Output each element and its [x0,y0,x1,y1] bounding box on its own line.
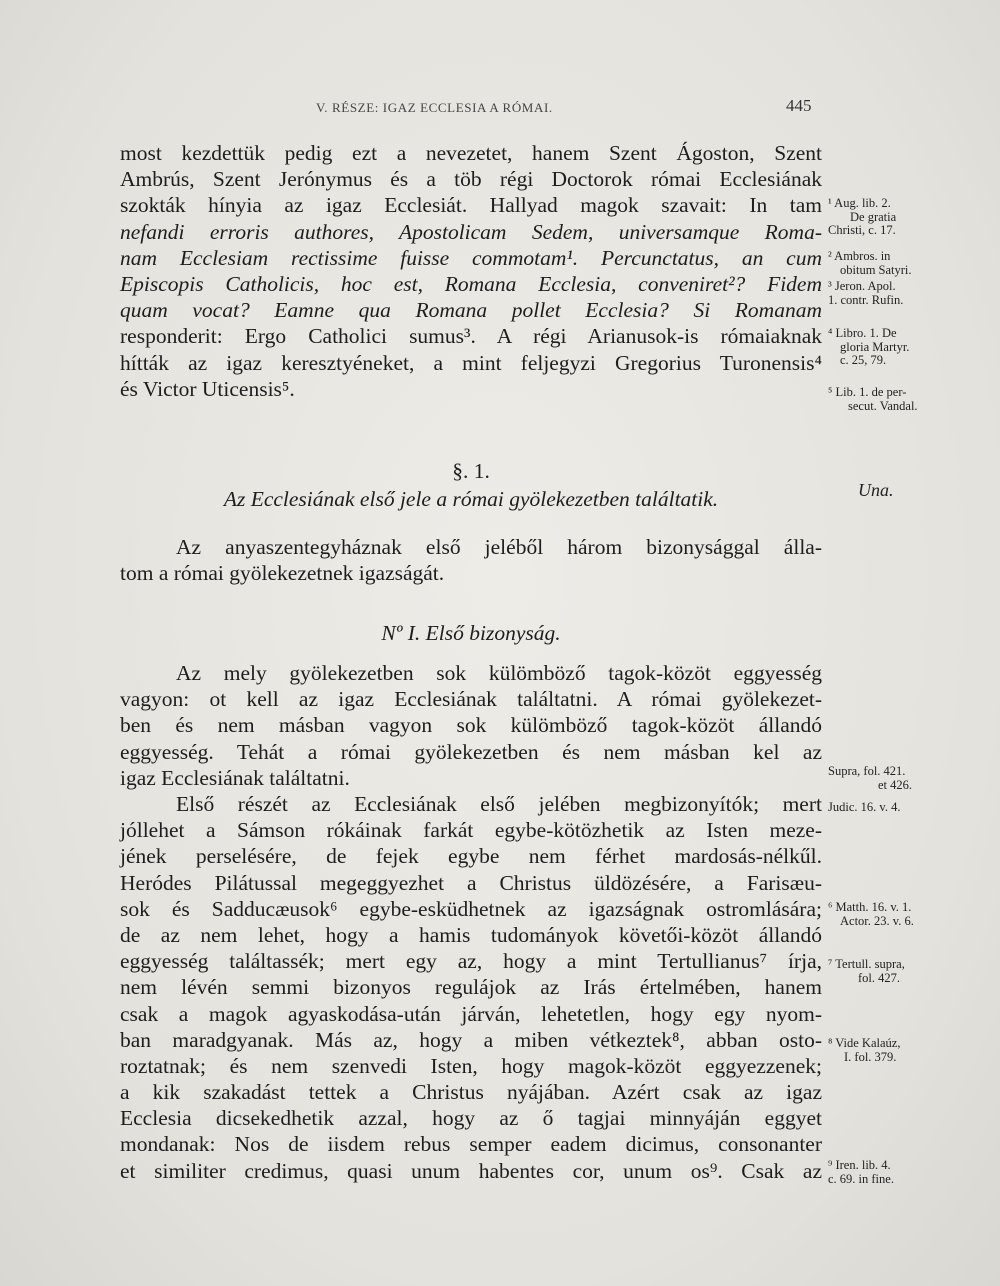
margin-note-supra: Supra, fol. 421. et 426. [828,764,913,792]
subheading: Nº I. Első bizonyság. [381,621,561,645]
text-line: Az mely gyölekezetben sok külömböző tagok-közöt eggyesség [176,661,822,685]
text-line: roztatnak; és nem szenvedi Isten, hogy magok-közöt eggyezzenek; [120,1053,822,1078]
margin-note-1: ¹ Aug. lib. 2. De gratia Christi, c. 17. [828,196,897,238]
text-line: ben és nem másban vagyon sok külömböző tagok-közöt állandó [120,713,822,738]
text-line: quam vocat? Eamne qua Romana pollet Ecclesia? Si Romanam [120,298,822,323]
margin-note-8: ⁸ Vide Kalaúz, I. fol. 379. [828,1036,901,1064]
text-line: eggyesség. Tehát a római gyölekezetben és nem másban kel az [120,739,822,764]
text-line: Ambrús, Szent Jerónymus és a töb régi Doctorok római Ecclesiának [120,167,822,192]
section-heading: Az Ecclesiának első jele a római gyölekezetben találtatik. [223,487,719,511]
text-line: tom a római gyölekezetnek igazságát. [120,561,445,586]
text-line: a kik szakadást tettek a Christus nyájában. Azért csak az igaz [120,1080,822,1105]
margin-note-3: ³ Jeron. Apol. 1. contr. Rufin. [828,279,904,307]
text-line: hítták az igaz keresztyéneket, a mint feljegyzi Gregorius Turonensis⁴ [120,350,822,375]
text-line: vagyon: ot kell az igaz Ecclesiának találtatni. A római gyölekezet- [120,687,822,712]
text-line: nam Ecclesiam rectissime fuisse commotam¹. Percunctatus, an cum [120,245,822,270]
text-line: jének perselésére, de fejek egybe nem férhet mardosás-nélkűl. [120,844,822,869]
running-head: V. RÉSZE: IGAZ ECCLESIA A RÓMAI. [316,100,553,115]
text-line: nefandi erroris authores, Apostolicam Sedem, universamque Roma- [120,219,822,244]
margin-label-una: Una. [858,480,894,500]
paragraph-intro [120,140,822,402]
paragraph-thesis [120,534,822,586]
text-line: responderit: Ergo Catholici sumus³. A régi Arianusok-is rómaiaknak [120,324,822,349]
text-line: most kezdettük pedig ezt a nevezetet, hanem Szent Ágoston, Szent [120,141,822,165]
text-line: sok és Sadducæusok⁶ egybe-esküdhetnek az igazságnak ostromlására; [120,896,822,921]
text-line: szokták hínyia az igaz Ecclesiát. Hallyad magok szavait: In tam [120,193,822,218]
margin-note-4: ⁴ Libro. 1. De gloria Martyr. c. 25, 79. [828,326,910,368]
text-line: mondanak: Nos de iisdem rebus semper eadem dicimus, consonanter [120,1132,822,1157]
text-line: Első részét az Ecclesiának első jelében megbizonyítók; mert [176,792,822,816]
section-mark: §. 1. [452,459,490,483]
margin-note-7: ⁷ Tertull. supra, fol. 427. [828,957,905,985]
margin-note-5: ⁵ Lib. 1. de per- secut. Vandal. [828,385,918,413]
margin-note-2: ² Ambros. in obitum Satyri. [828,249,912,277]
text-line: eggyesség találtassék; mert egy az, hogy a mint Tertullianus⁷ írja, [120,949,822,974]
text-line: Az anyaszentegyháznak első jeléből három bizonysággal álla- [176,535,822,559]
text-line: ban maradgyanak. Más az, hogy a miben vétkeztek⁸, abban osto- [120,1027,822,1052]
text-line: de az nem lehet, hogy a hamis tudományok követői-közöt állandó [120,922,822,947]
margin-note-6: ⁶ Matth. 16. v. 1. Actor. 23. v. 6. [828,900,914,928]
text-line: et similiter credimus, quasi unum habentes cor, unum os⁹. Csak az [120,1158,822,1183]
text-line: nem lévén semmi bizonyos regulájok az Irás értelmében, hanem [120,975,822,1000]
text-line: csak a magok agyaskodása-után járván, lehetetlen, hogy egy nyom- [120,1001,822,1026]
text-line: igaz Ecclesiának találtatni. [120,765,350,790]
text-line: jóllehet a Sámson rókáinak farkát egybe-kötözhetik az Isten meze- [120,818,822,843]
margin-note-judic: Judic. 16. v. 4. [828,800,901,814]
page-header [0,92,1000,122]
paragraph-argument [120,791,822,1184]
margin-note-9: ⁹ Iren. lib. 4. c. 69. in fine. [828,1158,894,1186]
text-line: Heródes Pilátussal megeggyezhet a Christus üldözésére, a Farisæu- [120,870,822,895]
paragraph-first-proof [120,660,822,791]
text-line: Ecclesia dicsekedhetik azzal, hogy az ő tagjai minnyáján eggyet [120,1106,822,1131]
text-line: és Victor Uticensis⁵. [120,376,295,401]
text-line: Episcopis Catholicis, hoc est, Romana Ecclesia, conveniret²? Fidem [120,271,822,296]
page-number: 445 [786,96,812,115]
